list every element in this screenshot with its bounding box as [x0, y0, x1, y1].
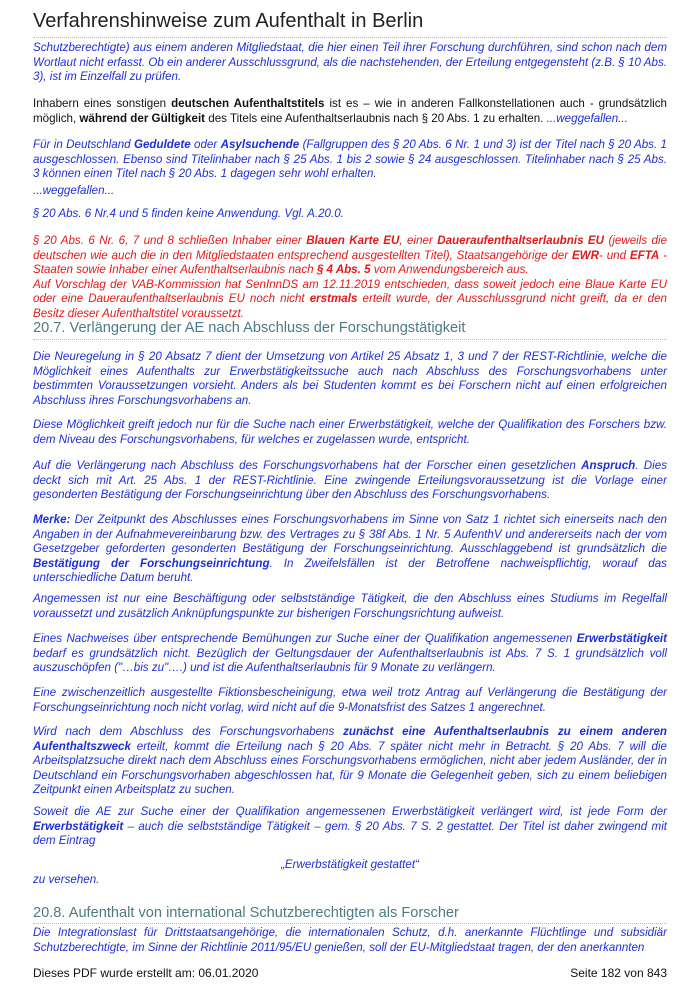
section-divider: [33, 339, 667, 340]
page-title: Verfahrenshinweise zum Aufenthalt in Berlin: [33, 10, 424, 32]
paragraph-quote: „Erwerbstätigkeit gestattet“: [281, 858, 419, 871]
section-divider: [33, 923, 667, 924]
paragraph: Inhabern eines sonstigen deutschen Aufenthaltstitels ist es – wie in anderen Fallkonstellationen auch - grundsätzlich möglich, während der Gültigkeit des Titels eine Aufenthaltserlaubnis nach § 20 Abs. 1 zu erhalten. ...weggefallen...: [33, 97, 667, 125]
paragraph: § 20 Abs. 6 Nr. 6, 7 und 8 schließen Inhaber einer Blauen Karte EU, einer Daueraufenthaltserlaubnis EU (jeweils die deutschen wie auch die in den Mitgliedstaaten entsprechend ausgestellten Titel), Staatsangehörige der EWR- und EFTA -Staaten sowie Inhaber einer Aufenthaltserlaubnis nach § 4 Abs. 5 vom Anwendungsbereich aus. Auf Vorschlag der VAB-Kommission hat SenInnDS am 12.11.2019 entschieden, dass soweit jedoch eine Blaue Karte EU oder eine Daueraufenthaltserlaubnis EU noch nicht erstmals erteilt wurde, der Ausschlussgrund nicht greift, da er den Besitz dieser Aufenthaltstitel voraussetzt.: [33, 234, 668, 320]
paragraph: Schutzberechtigte) aus einem anderen Mitgliedstaat, die hier einen Teil ihrer Forschung durchführen, sind schon nach dem Wortlaut nicht erfasst. Ob ein anderer Ausschlussgrund, als die nachstehenden, der Erteilung entgegensteht (z.B. § 10 Abs. 3), ist im Einzelfall zu prüfen.: [33, 41, 667, 84]
paragraph: Eine zwischenzeitlich ausgestellte Fiktionsbescheinigung, etwa weil trotz Antrag auf Verlängerung die Bestätigung der Forschungseinrichtung noch nicht vorlag, wird nicht auf die 9-Monatsfrist des Satzes 1 angerechnet.: [33, 686, 667, 714]
paragraph: Wird nach dem Abschluss des Forschungsvorhabens zunächst eine Aufenthaltserlaubnis zu einem anderen Aufenthaltszweck erteilt, kommt die Erteilung nach § 20 Abs. 7 später nicht mehr in Betracht. § 20 Abs. 7 will die Arbeitsplatzsuche direkt nach dem Abschluss eines Forschungsvorhabens ermöglichen, nicht aber jedem Ausländer, der in Deutschland ein Forschungsvorhaben abgeschlossen hat, für 9 Monate die Gelegenheit geben, sich zu einem beliebigen Zeitpunkt einen Arbeitsplatz zu suchen.: [33, 725, 667, 797]
paragraph: Für in Deutschland Geduldete oder Asylsuchende (Fallgruppen des § 20 Abs. 6 Nr. 1 und 3) ist der Titel nach § 20 Abs. 1 ausgeschlossen. Ebenso sind Titelinhaber nach § 25 Abs. 1 bis 2 sowie § 24 ausgeschlossen. Titelinhaber nach § 25 Abs. 3 können einen Titel nach § 20 Abs. 1 dagegen sehr wohl erhalten.: [33, 138, 667, 181]
paragraph: Diese Möglichkeit greift jedoch nur für die Suche nach einer Erwerbstätigkeit, welche der Qualifikation des Forschers bzw. dem Niveau des Forschungsvorhabens, für welches er zugelassen wurde, entspricht.: [33, 418, 667, 446]
paragraph: Eines Nachweises über entsprechende Bemühungen zur Suche einer der Qualifikation angemessenen Erwerbstätigkeit bedarf es grundsätzlich nicht. Bezüglich der Geltungsdauer der Aufenthaltserlaubnis ist Abs. 7 S. 1 grundsätzlich voll auszuschöpfen ("…bis zu"….) und ist die Aufenthaltserlaubnis für 9 Monate zu verlängern.: [33, 632, 667, 675]
paragraph: ...weggefallen...: [33, 184, 115, 197]
section-heading: 20.7. Verlängerung der AE nach Abschluss der Forschungstätigkeit: [33, 320, 466, 336]
paragraph: Merke: Der Zeitpunkt des Abschlusses eines Forschungsvorhabens im Sinne von Satz 1 richtet sich einerseits nach den Angaben in der Aufnahmevereinbarung bzw. des Vertrages zu § 38f Abs. 1 Nr. 5 AufenthV und andererseits nach der vom Gesetzgeber geforderten gesonderten Bestätigung der Forschungseinrichtung. Ausschlaggebend ist grundsätzlich die Bestätigung der Forschungseinrichtung. In Zweifelsfällen ist der Betroffene nachweispflichtig, worauf das unterschiedliche Datum beruht.: [33, 513, 667, 585]
paragraph: Soweit die AE zur Suche einer der Qualifikation angemessenen Erwerbstätigkeit verlängert wird, ist jede Form der Erwerbstätigkeit – auch die selbstständige Tätigkeit – gem. § 20 Abs. 7 S. 2 gestattet. Der Titel ist daher zwingend mit dem Eintrag: [33, 805, 667, 848]
footer-created-date: Dieses PDF wurde erstellt am: 06.01.2020: [33, 966, 259, 980]
paragraph: Angemessen ist nur eine Beschäftigung oder selbstständige Tätigkeit, die den Abschluss eines Studiums im Regelfall voraussetzt und zusätzlich Anknüpfungspunkte zur bisherigen Forschungsrichtung aufweist.: [33, 592, 667, 620]
paragraph: Die Neuregelung in § 20 Absatz 7 dient der Umsetzung von Artikel 25 Absatz 1, 3 und 7 der REST-Richtlinie, welche die Möglichkeit eines Aufenthalts zur Erwerbstätigkeitssuche auch nach Abschluss des Forschungsvorhabens unter bestimmten Voraussetzungen vorsieht. Anders als bei Studenten kommt es bei Forschern nicht auf einen erfolgreichen Abschluss ihres Forschungsvorhabens an.: [33, 350, 667, 407]
header-divider: [33, 37, 667, 38]
paragraph: Die Integrationslast für Drittstaatsangehörige, die internationalen Schutz, d.h. anerkannte Flüchtlinge und subsidiär Schutzberechtigte, im Sinne der Richtlinie 2011/95/EU genießen, soll der EU-Mitgliedstaat tragen, der den anerkannten: [33, 926, 667, 954]
footer-page-number: Seite 182 von 843: [570, 966, 667, 980]
paragraph: Auf die Verlängerung nach Abschluss des Forschungsvorhabens hat der Forscher einen gesetzlichen Anspruch. Dies deckt sich mit Art. 25 Abs. 1 der REST-Richtlinie. Eine zwingende Erteilungsvoraussetzung ist die Vorlage einer gesonderten Bestätigung der Forschungseinrichtung über den Abschluss des Forschungsvorhabens.: [33, 459, 667, 502]
paragraph: zu versehen.: [33, 873, 100, 886]
section-heading: 20.8. Aufenthalt von international Schutzberechtigten als Forscher: [33, 905, 459, 921]
paragraph: § 20 Abs. 6 Nr.4 und 5 finden keine Anwendung. Vgl. A.20.0.: [33, 207, 344, 220]
